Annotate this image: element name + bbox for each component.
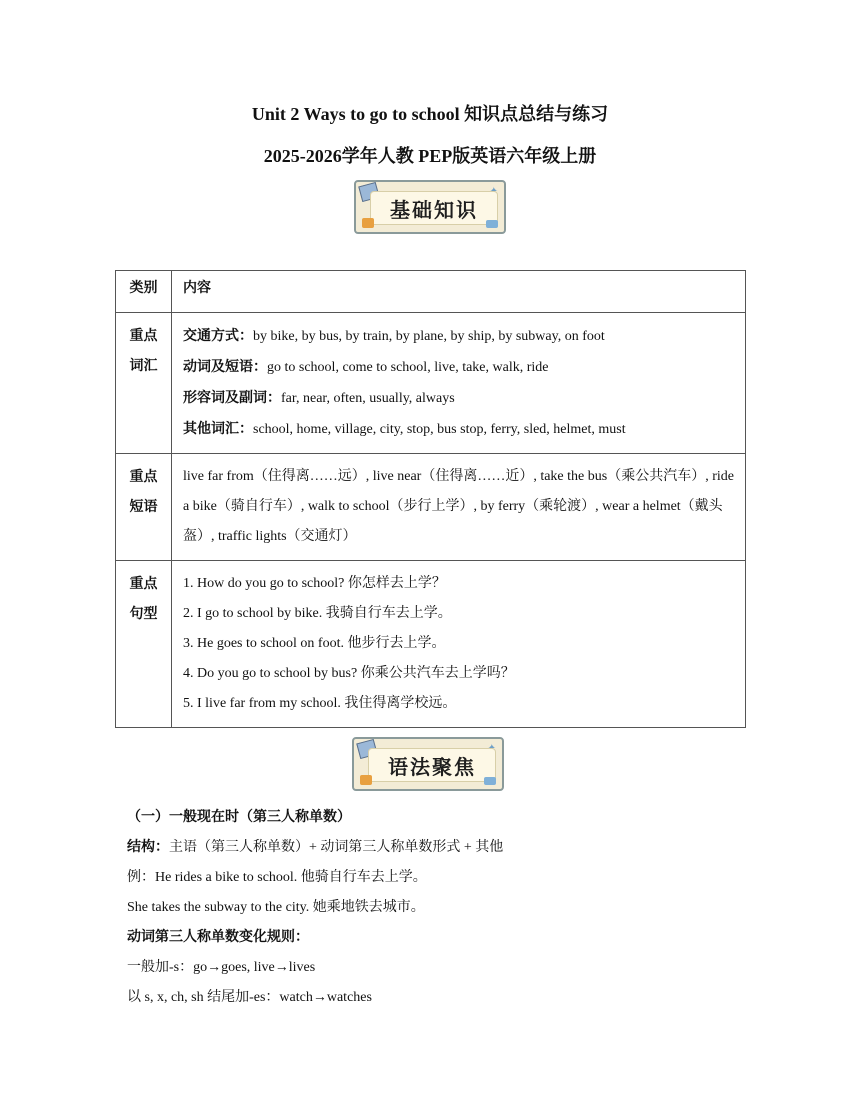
row-category (116, 454, 172, 561)
line-label: 交通方式： (183, 328, 253, 344)
example-label: 例： (127, 870, 155, 885)
line-text: far, near, often, usually, always (281, 391, 455, 406)
table-header-row (116, 271, 746, 313)
rule-line: 以 s, x, ch, sh 结尾加-es：watch→watches (127, 990, 372, 1005)
phrase-paragraph: live far from（住得离……远）, live near（住得离……近）, take the bus（乘公共汽车）, ride a bike（骑自行车）, walk to school（步行上学）, by ferry（乘轮渡）, wear a helmet（戴头盔）, traffic lights（交通灯） (183, 469, 734, 544)
example-text: He rides a bike to school. 他骑自行车去上学。 (155, 870, 427, 885)
row-content (172, 454, 746, 561)
line-text: go to school, come to school, live, take, walk, ride (267, 360, 549, 375)
table-row (116, 561, 746, 728)
category-label: 重点句型 (129, 576, 158, 622)
document-subtitle: 2025-2026学年人教 PEP版英语六年级上册 (263, 146, 597, 166)
grammar-example-2: She takes the subway to the city. 她乘地铁去城市。 (127, 900, 425, 915)
structure-label: 结构： (127, 839, 169, 855)
badge-label: 基础知识 (370, 191, 498, 225)
sentence-line: 1. How do you go to school? 你怎样去上学？ (183, 576, 446, 591)
grammar-example (127, 866, 427, 886)
section-badge-grammar (352, 737, 504, 791)
laptop-icon (486, 220, 498, 228)
laptop-icon (484, 777, 496, 785)
books-icon (362, 218, 374, 228)
table-row (116, 313, 746, 454)
vocab-line (183, 414, 735, 445)
table-row (116, 454, 746, 561)
row-content (172, 313, 746, 454)
line-label: 形容词及副词： (183, 390, 281, 406)
rules-heading: 动词第三人称单数变化规则： (127, 929, 309, 945)
grammar-structure (127, 836, 503, 856)
badge-label: 语法聚焦 (368, 748, 496, 782)
sentence-line: 2. I go to school by bike. 我骑自行车去上学。 (183, 606, 452, 621)
category-label: 重点短语 (129, 469, 158, 515)
books-icon (360, 775, 372, 785)
line-text: school, home, village, city, stop, bus stop, ferry, sled, helmet, must (253, 422, 626, 437)
row-category (116, 313, 172, 454)
line-label: 其他词汇： (183, 421, 253, 437)
category-label: 重点词汇 (129, 328, 158, 374)
document-title: Unit 2 Ways to go to school 知识点总结与练习 (251, 104, 609, 124)
structure-text: 主语（第三人称单数）+ 动词第三人称单数形式 + 其他 (169, 840, 504, 855)
grammar-heading: （一）一般现在时（第三人称单数） (127, 809, 351, 825)
vocab-line (183, 383, 735, 414)
row-category (116, 561, 172, 728)
header-content: 内容 (172, 271, 746, 313)
rule-line: 一般加-s：go→goes, live→lives (127, 960, 316, 975)
sentence-line: 4. Do you go to school by bus? 你乘公共汽车去上学吗？ (183, 666, 515, 681)
sentence-line: 3. He goes to school on foot. 他步行去上学。 (183, 636, 446, 651)
line-text: by bike, by bus, by train, by plane, by ship, by subway, on foot (253, 329, 605, 344)
vocab-line (183, 321, 735, 352)
vocab-line (183, 352, 735, 383)
knowledge-table (115, 270, 746, 728)
sentence-line: 5. I live far from my school. 我住得离学校远。 (183, 696, 457, 711)
row-content (172, 561, 746, 728)
header-category: 类别 (116, 271, 172, 313)
line-label: 动词及短语： (183, 359, 267, 375)
section-badge-basics (354, 180, 506, 234)
